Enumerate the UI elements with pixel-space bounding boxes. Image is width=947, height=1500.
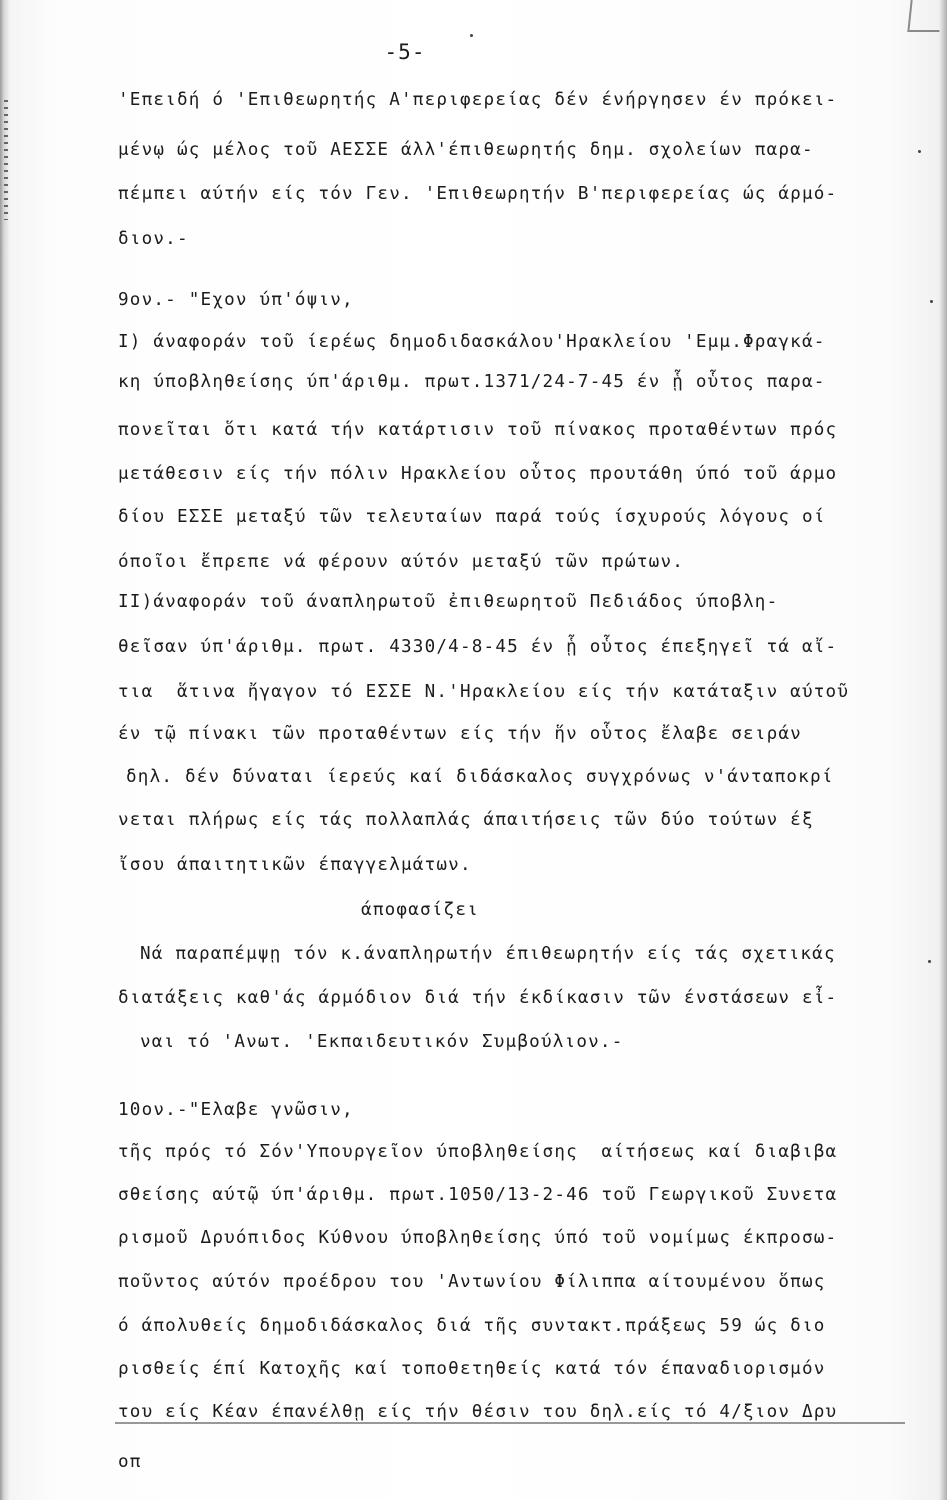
text-line: μετάθεσιν είς τήν πόλιν Ηρακλείου οὗτος προυτάθη ύπό τοῦ άρμο bbox=[118, 464, 838, 484]
decision-text-line: Νά παραπέμψῃ τόν κ.άναπληρωτήν έπιθεωρητήν είς τάς σχετικάς bbox=[140, 944, 836, 964]
bottom-strike-line bbox=[115, 1422, 905, 1424]
text-line: δηλ. δέν δύναται ίερεύς καί διδάσκαλος συγχρόνως ν'άνταποκρί bbox=[126, 767, 834, 787]
item-10-text-line: σθείσης αύτῷ ύπ'άριθμ. πρωτ.1050/13-2-46 τοῦ Γεωργικοῦ Συνετα bbox=[118, 1185, 838, 1205]
text-line: πονεῖται ὅτι κατά τήν κατάρτισιν τοῦ πίνακος προταθέντων πρός bbox=[118, 420, 838, 440]
item-10-text-line: ποῦντος αύτόν προέδρου του 'Αντωνίου Φίλιππα αίτουμένου ὅπως bbox=[118, 1272, 826, 1292]
binding-holes bbox=[4, 100, 8, 220]
item-10-text-line: ό άπολυθείς δημοδιδάσκαλος διά τῆς συντακτ.πράξεως 59 ώς διο bbox=[118, 1316, 826, 1336]
page-corner-mark bbox=[907, 0, 942, 32]
item-10-text-line: ρισμοῦ Δρυόπιδος Κύθνου ύποβληθείσης ύπό τοῦ νομίμως έκπροσω- bbox=[118, 1228, 838, 1248]
decision-text-line: διατάξεις καθ'άς άρμόδιον διά τήν έκδίκασιν τῶν ένστάσεων εἶ- bbox=[118, 988, 838, 1008]
item-10-text-line: ρισθείς έπί Κατοχῆς καί τοποθετηθείς κατά τόν έπαναδιορισμόν bbox=[118, 1359, 826, 1379]
text-line: ἴσου άπαιτητικῶν έπαγγελμάτων. bbox=[118, 855, 472, 875]
scan-speck bbox=[928, 960, 931, 963]
text-line: ΙΙ)άναφοράν τοῦ άναπληρωτοῦ ἐπιθεωρητοῦ Πεδιάδος ύποβλη- bbox=[118, 592, 779, 612]
item-10-text-line: του είς Κέαν έπανέλθῃ είς τήν θέσιν του δηλ.είς τό 4/ξιον Δρυ bbox=[118, 1402, 838, 1422]
page-number: -5- bbox=[384, 40, 426, 64]
scan-speck bbox=[918, 150, 921, 153]
decision-text-line: ναι τό 'Ανωτ. 'Εκπαιδευτικόν Συμβούλιον.- bbox=[140, 1032, 624, 1052]
text-line: δίου ΕΣΣΕ μεταξύ τῶν τελευταίων παρά τούς ίσχυρούς λόγους οί bbox=[118, 507, 826, 527]
text-line: 9ον.- "Εχον ύπ'όψιν, bbox=[118, 290, 354, 310]
text-line: τια ἅτινα ἤγαγον τό ΕΣΣΕ Ν.'Ηρακλείου είς τήν κατάταξιν αύτοῦ bbox=[118, 682, 850, 702]
item-10-text-line: τῆς πρός τό Σόν'Υπουργεῖον ύποβληθείσης αίτήσεως καί διαβιβα bbox=[118, 1142, 838, 1162]
scan-speck bbox=[930, 300, 933, 303]
text-line: Ι) άναφοράν τοῦ ίερέως δημοδιδασκάλου'Ηρακλείου 'Εμμ.Φραγκά- bbox=[118, 332, 826, 352]
text-line: έν τῷ πίνακι τῶν προταθέντων είς τήν ἥν οὗτος ἔλαβε σειράν bbox=[118, 724, 802, 744]
text-line: διον.- bbox=[118, 229, 189, 249]
item-10-text-line: οπ bbox=[118, 1452, 142, 1472]
decision-heading: άποφασίζει bbox=[361, 900, 479, 920]
text-line: 'Επειδή ό 'Επιθεωρητής Α'περιφερείας δέν ένήργησεν έν πρόκει- bbox=[118, 90, 838, 110]
text-line: πέμπει αύτήν είς τόν Γεν. 'Επιθεωρητήν Β'περιφερείας ώς άρμό- bbox=[118, 184, 838, 204]
text-line: θεῖσαν ύπ'άριθμ. πρωτ. 4330/4-8-45 έν ᾗ οὗτος έπεξηγεῖ τά αἴ- bbox=[118, 637, 838, 657]
text-line: μένῳ ώς μέλος τοῦ ΑΕΣΣΕ άλλ'έπιθεωρητής δημ. σχολείων παρα- bbox=[118, 140, 814, 160]
page-right-shadow bbox=[939, 0, 947, 1500]
item-10-text-line: 10ον.-"Ελαβε γνῶσιν, bbox=[118, 1100, 354, 1120]
text-line: όποῖοι ἔπρεπε νά φέρουν αύτόν μεταξύ τῶν πρώτων. bbox=[118, 552, 685, 572]
page-left-shadow bbox=[0, 0, 10, 1500]
text-line: νεται πλήρως είς τάς πολλαπλάς άπαιτήσεις τῶν δύο τούτων έξ bbox=[118, 810, 814, 830]
text-line: κη ύποβληθείσης ύπ'άριθμ. πρωτ.1371/24-7-45 έν ᾗ οὗτος παρα- bbox=[118, 372, 826, 392]
scan-speck bbox=[470, 34, 473, 37]
